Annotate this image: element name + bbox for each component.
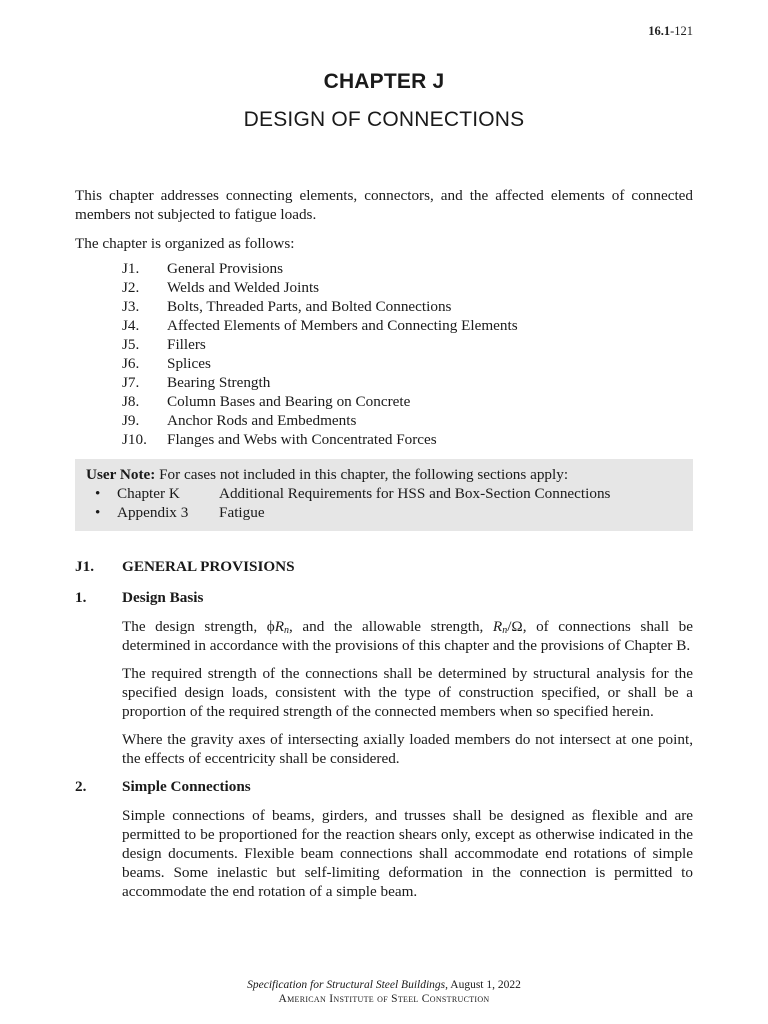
page-footer: [0, 978, 768, 1006]
user-note-text: For cases not included in this chapter, the following sections apply:: [159, 466, 569, 483]
subsection-heading-simple-connections: 2. Simple Connections: [75, 778, 251, 795]
simple-connections-paragraph-1: Simple connections of beams, girders, and trusses shall be designed as flexible and are permitted to be proportioned for the reaction shears only, except as otherwise indicated in the design documents. Flexible beam connections shall accommodate end rotations of simple beams. Some inelastic but self-limiting deformation in the connection is permitted to accommodate the end rotation of a simple beam.: [122, 807, 693, 900]
subsection-heading-design-basis: 1. Design Basis: [75, 589, 204, 606]
footer-spec-line: [0, 978, 768, 992]
toc-item: J9. Anchor Rods and Embedments: [122, 412, 357, 429]
chapter-label: CHAPTER J: [323, 70, 445, 93]
footer-spec-title: Specification for Structural Steel Buildings: [247, 979, 446, 991]
toc-item: J5. Fillers: [122, 336, 206, 353]
toc-item: J6. Splices: [122, 355, 211, 372]
page-content: [75, 186, 693, 910]
section-heading-j1: J1. GENERAL PROVISIONS: [75, 558, 295, 575]
intro-paragraph: This chapter addresses connecting elements, connectors, and the affected elements of connected members not subjected to fatigue loads.: [75, 187, 693, 223]
design-basis-body: [122, 617, 693, 768]
chapter-title: DESIGN OF CONNECTIONS: [243, 108, 525, 131]
toc-item: J3. Bolts, Threaded Parts, and Bolted Connections: [122, 298, 452, 315]
page-number: [648, 24, 693, 39]
toc-item: J4. Affected Elements of Members and Connecting Elements: [122, 317, 518, 334]
toc-item: J8. Column Bases and Bearing on Concrete: [122, 393, 411, 410]
simple-connections-body: [122, 806, 693, 901]
chapter-toc: [75, 259, 693, 449]
footer-date: , August 1, 2022: [445, 979, 521, 991]
design-basis-paragraph-1: The design strength, $\phi R_n$, and the allowable strength, $R_n/\Omega$, of connections shall be determined in accordance with the provisions of this chapter and the provisions of Chapter B.: [122, 618, 693, 654]
toc-item: J7. Bearing Strength: [122, 374, 271, 391]
toc-item: J1. General Provisions: [122, 260, 283, 277]
user-note-item: • Chapter K Additional Requirements for HSS and Box-Section Connections: [95, 485, 611, 502]
toc-item: J2. Welds and Welded Joints: [122, 279, 320, 296]
user-note-intro: [86, 465, 683, 484]
page-number-bold: 16.1: [648, 24, 671, 38]
footer-org: American Institute of Steel Construction: [278, 993, 490, 1005]
design-basis-paragraph-2: The required strength of the connections shall be determined by structural analysis for the specified design loads, consistent with the type of construction specified, or shall be a proportion of the required strength of the connected members when so specified herein.: [122, 665, 693, 720]
page-number-rest: -121: [670, 24, 693, 38]
user-note-label: User Note:: [86, 466, 156, 483]
user-note-item: • Appendix 3 Fatigue: [95, 504, 265, 521]
toc-item: J10. Flanges and Webs with Concentrated Forces: [122, 431, 437, 448]
user-note-box: [75, 459, 693, 531]
organized-text: The chapter is organized as follows:: [75, 235, 295, 252]
design-basis-paragraph-3: Where the gravity axes of intersecting axially loaded members do not intersect at one point, the effects of eccentricity shall be considered.: [122, 731, 693, 767]
